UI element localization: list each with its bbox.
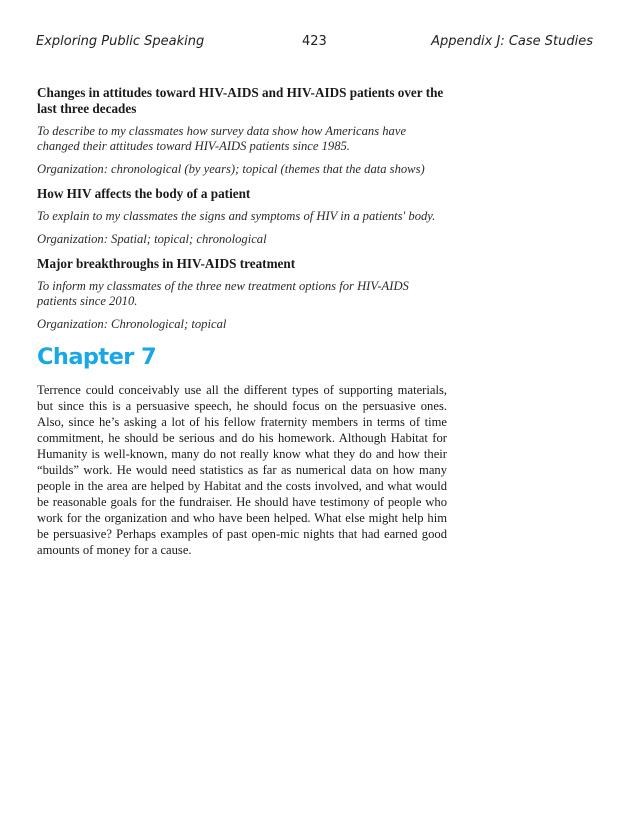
topic-entry	[37, 85, 447, 177]
chapter-heading: Chapter 7	[37, 344, 157, 371]
page-content	[37, 85, 447, 558]
topic-purpose: To describe to my classmates how survey data show how Americans have changed their attitudes toward HIV-AIDS patients since 1985.	[37, 124, 407, 154]
topic-organization: Organization: chronological (by years); topical (themes that the data shows)	[37, 161, 425, 176]
topic-entry	[37, 256, 447, 332]
topic-purpose: To explain to my classmates the signs and symptoms of HIV in a patients' body.	[37, 209, 436, 224]
topic-title: Major breakthroughs in HIV-AIDS treatment	[37, 256, 296, 272]
topic-organization: Organization: Chronological; topical	[37, 316, 227, 331]
topic-title: How HIV affects the body of a patient	[37, 186, 251, 202]
topic-organization: Organization: Spatial; topical; chronological	[37, 231, 267, 246]
topic-title: Changes in attitudes toward HIV-AIDS and HIV-AIDS patients over the last three decades	[37, 85, 444, 116]
book-title: Exploring Public Speaking	[36, 34, 205, 49]
page-number: 423	[302, 34, 327, 49]
topic-purpose: To inform my classmates of the three new treatment options for HIV-AIDS patients since 2010.	[37, 279, 409, 309]
chapter-body: Terrence could conceivably use all the different types of supporting materials, but since this is a persuasive speech, he should focus on the persuasive ones. Also, since he’s asking a lot of his fellow fraternity members in terms of time commitment, he should be serious and do his homework. Although Habitat for Humanity is well-known, many do not really know what they do and how their “builds” work. He would need statistics as far as numerical data on how many people in the area are helped by Habitat and the costs involved, and what would be reasonable goals for the fundraiser. He should have testimony of people who work for the organization and who have been helped. What else might help him be persuasive? Perhaps examples of past open-mic nights that had earned good amounts of money for a cause.	[37, 383, 447, 558]
section-title: Appendix J: Case Studies	[431, 34, 593, 49]
topic-entry	[37, 186, 447, 247]
